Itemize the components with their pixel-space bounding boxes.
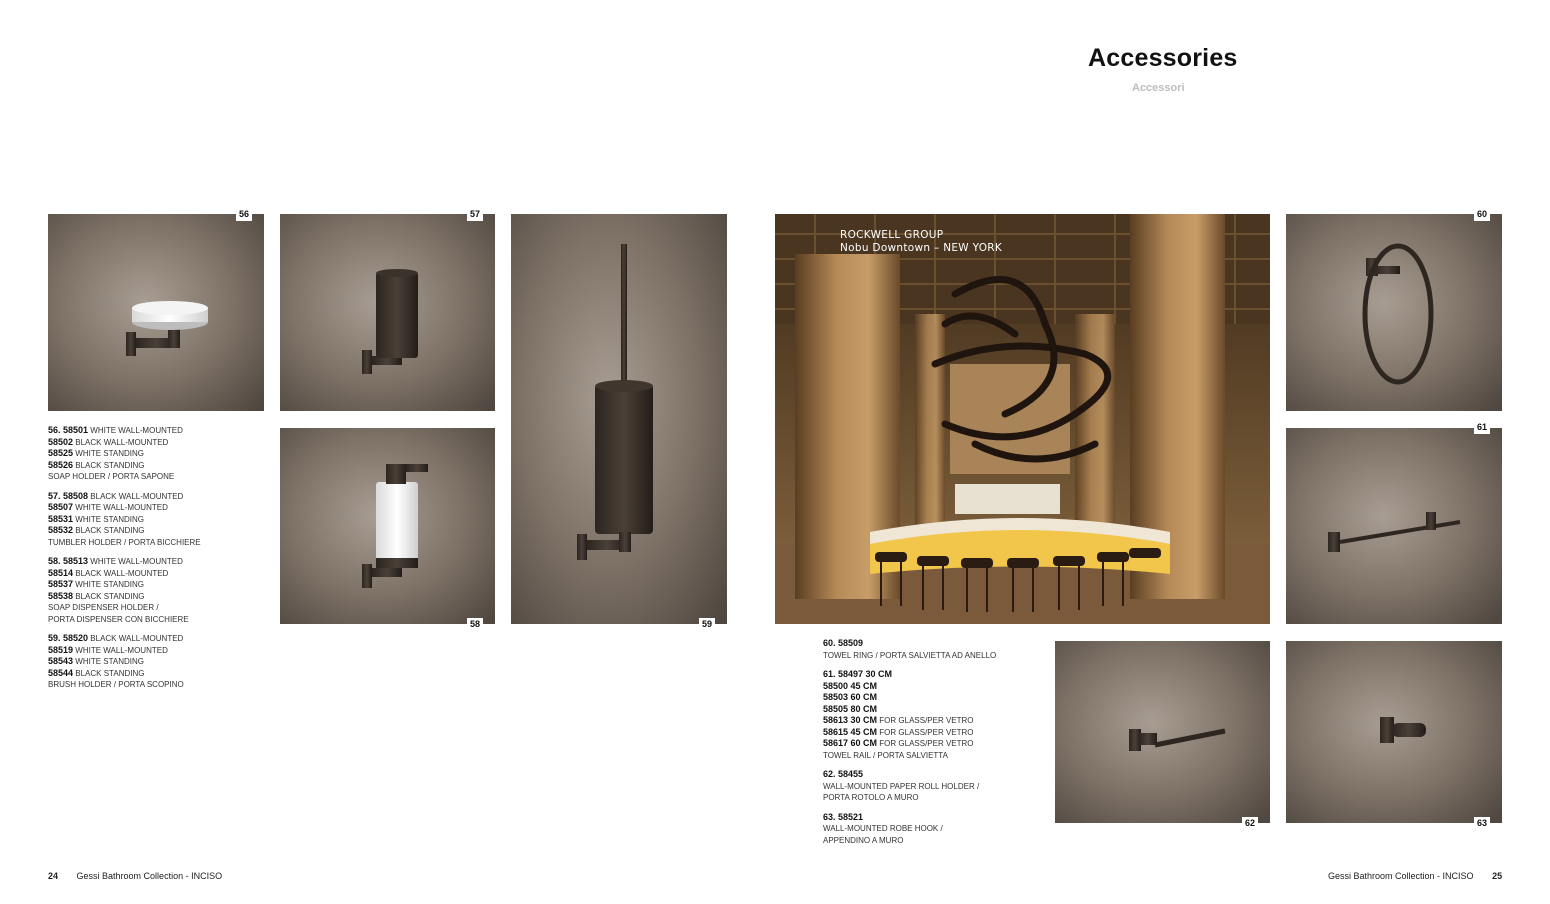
spec-line: 63. 58521 xyxy=(823,811,864,822)
photo-robe-hook xyxy=(1286,641,1502,823)
photo-label: 59 xyxy=(699,618,715,631)
spec-line: 62. 58455 xyxy=(823,769,864,779)
caption-location: Nobu Downtown – NEW YORK xyxy=(840,242,1003,254)
spec-group xyxy=(48,556,201,625)
photo-brush-holder xyxy=(511,214,727,624)
spec-line: 58537 WHITE STANDING xyxy=(48,579,145,589)
photo-nobu-interior xyxy=(775,214,1270,624)
photo-label: 58 xyxy=(467,618,483,631)
spec-line: 58502 BLACK WALL-MOUNTED xyxy=(48,436,169,447)
page-title: Accessories xyxy=(1088,44,1238,72)
spec-line: 56. 58501 WHITE WALL-MOUNTED xyxy=(48,425,183,435)
caption-studio: ROCKWELL GROUP xyxy=(840,229,944,241)
spec-line: 58507 WHITE WALL-MOUNTED xyxy=(48,502,168,512)
footer-right xyxy=(1328,871,1502,881)
photo-label: 57 xyxy=(467,208,483,221)
spec-group xyxy=(823,769,996,804)
photo-label: 62 xyxy=(1242,817,1258,830)
spec-line: TOWEL RING / PORTA SALVIETTA AD ANELLO xyxy=(823,650,997,660)
photo-label: 60 xyxy=(1474,208,1490,221)
photo-soap-dispenser xyxy=(280,428,495,624)
spec-line: 58543 WHITE STANDING xyxy=(48,656,145,666)
photo-towel-ring xyxy=(1286,214,1502,411)
spec-group xyxy=(823,638,996,661)
page-number-right: 25 xyxy=(1492,871,1503,881)
right-spec-list xyxy=(823,638,996,854)
spec-line: 58617 60 CM FOR GLASS/PER VETRO xyxy=(823,738,974,748)
page-number-left: 24 xyxy=(48,871,59,881)
spec-line: 58538 BLACK STANDING xyxy=(48,590,145,601)
spec-line: 61. 58497 30 CM xyxy=(823,669,893,679)
photo-label: 61 xyxy=(1474,421,1490,434)
photo-tumbler-holder xyxy=(280,214,495,411)
spec-line: BRUSH HOLDER / PORTA SCOPINO xyxy=(48,680,184,689)
spec-line: 58613 30 CM FOR GLASS/PER VETRO xyxy=(823,715,974,725)
spec-line: 58503 60 CM xyxy=(823,692,878,702)
footer-left xyxy=(48,871,222,881)
spec-line: 57. 58508 BLACK WALL-MOUNTED xyxy=(48,490,184,501)
spec-group xyxy=(823,669,996,761)
spec-line: 58615 45 CM FOR GLASS/PER VETRO xyxy=(823,726,974,737)
spec-line: 59. 58520 BLACK WALL-MOUNTED xyxy=(48,633,184,643)
spec-line: SOAP DISPENSER HOLDER / xyxy=(48,603,159,612)
spec-group xyxy=(823,812,996,847)
photo-paper-holder xyxy=(1055,641,1270,823)
spec-line: 58514 BLACK WALL-MOUNTED xyxy=(48,567,169,578)
page-subtitle: Accessori xyxy=(1132,82,1185,94)
photo-label: 56 xyxy=(236,208,252,221)
spec-line: APPENDINO A MURO xyxy=(823,835,904,845)
spec-line: PORTA DISPENSER CON BICCHIERE xyxy=(48,614,189,624)
spec-line: TOWEL RAIL / PORTA SALVIETTA xyxy=(823,750,948,760)
spec-line: 58526 BLACK STANDING xyxy=(48,459,145,470)
left-spec-list xyxy=(48,425,201,699)
spec-line: 58505 80 CM xyxy=(823,703,878,714)
spec-line: SOAP HOLDER / PORTA SAPONE xyxy=(48,472,175,481)
spec-line: PORTA ROTOLO A MURO xyxy=(823,793,919,802)
spec-line: 58519 WHITE WALL-MOUNTED xyxy=(48,644,168,655)
spec-line: WALL-MOUNTED PAPER ROLL HOLDER / xyxy=(823,781,980,791)
spec-line: 58532 BLACK STANDING xyxy=(48,525,145,535)
spec-group xyxy=(48,491,201,549)
spec-line: 60. 58509 xyxy=(823,638,864,648)
photo-label: 63 xyxy=(1474,817,1490,830)
feature-caption xyxy=(840,229,1002,255)
photo-towel-rail xyxy=(1286,428,1502,624)
photo-soap-holder xyxy=(48,214,264,411)
spec-line: 58525 WHITE STANDING xyxy=(48,448,145,458)
spec-line: 58. 58513 WHITE WALL-MOUNTED xyxy=(48,556,183,566)
spec-group xyxy=(48,425,201,483)
footer-collection-right: Gessi Bathroom Collection - INCISO xyxy=(1328,871,1474,881)
spec-line: WALL-MOUNTED ROBE HOOK / xyxy=(823,824,943,833)
spec-line: 58531 WHITE STANDING xyxy=(48,513,145,524)
spec-line: 58500 45 CM xyxy=(823,680,878,691)
spec-line: TUMBLER HOLDER / PORTA BICCHIERE xyxy=(48,537,201,547)
spec-line: 58544 BLACK STANDING xyxy=(48,667,145,678)
footer-collection-left: Gessi Bathroom Collection - INCISO xyxy=(76,871,223,881)
spec-group xyxy=(48,633,201,691)
